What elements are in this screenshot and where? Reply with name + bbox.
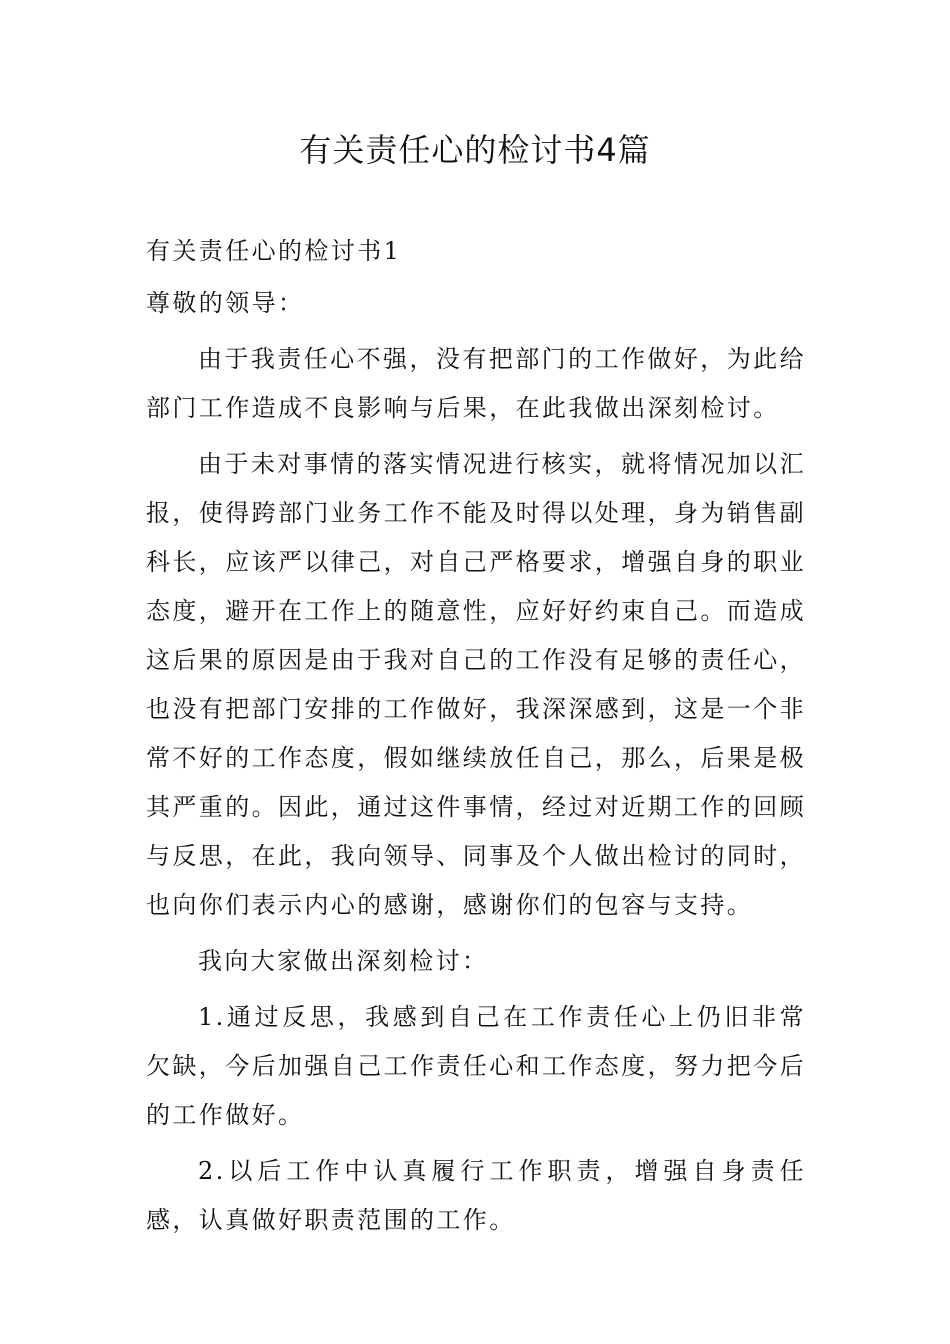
document-title: 有关责任心的检讨书4篇	[299, 131, 651, 169]
paragraph: 由于未对事情的落实情况进行核实，就将情况加以汇报，使得跨部门业务工作不能及时得以处理，身为销售副科长，应该严以律己，对自己严格要求，增强自身的职业态度，避开在工作上的随意性，应好好约束自己。而造成这后果的原因是由于我对自己的工作没有足够的责任心，也没有把部门安排的工作做好，我深深感到，这是一个非常不好的工作态度，假如继续放任自己，那么，后果是极其严重的。因此，通过这件事情，经过对近期工作的回顾与反思，在此，我向领导、同事及个人做出检讨的同时，也向你们表示内心的感谢，感谢你们的包容与支持。	[146, 450, 806, 919]
salutation: 尊敬的领导：	[146, 289, 305, 317]
list-item: 2.以后工作中认真履行工作职责，增强自身责任感，认真做好职责范围的工作。	[146, 1157, 806, 1234]
document-body	[146, 227, 806, 1245]
list-item: 1.通过反思，我感到自己在工作责任心上仍旧非常欠缺，今后加强自己工作责任心和工作态度，努力把今后的工作做好。	[146, 1003, 806, 1129]
section-heading: 有关责任心的检讨书1	[146, 237, 402, 265]
paragraph: 我向大家做出深刻检讨：	[198, 947, 489, 975]
paragraph: 由于我责任心不强，没有把部门的工作做好，为此给部门工作造成不良影响与后果，在此我做出深刻检讨。	[146, 345, 806, 422]
